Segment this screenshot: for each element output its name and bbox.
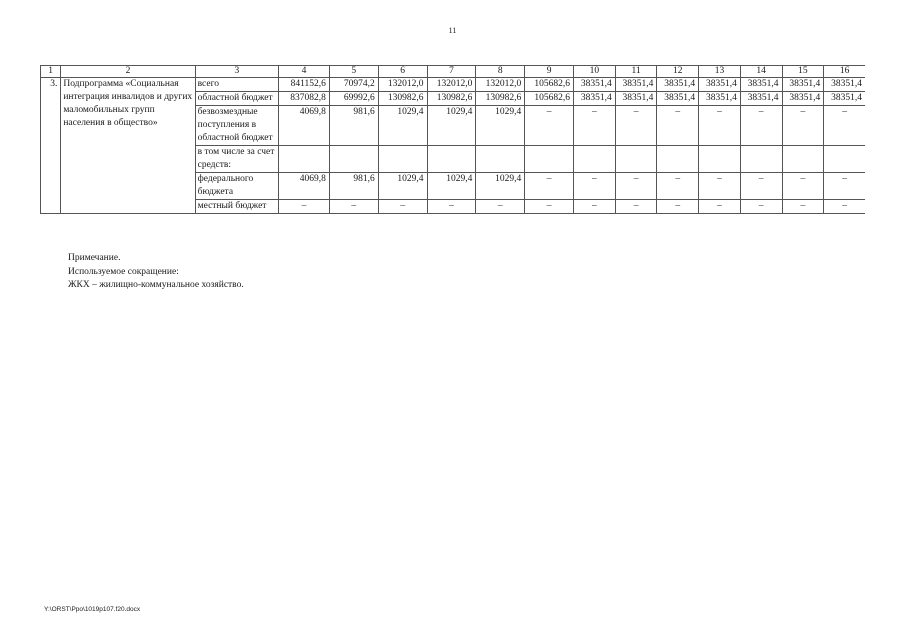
value-cell [615,146,657,173]
value-cell: – [574,200,616,214]
funding-source-label: местный бюджет [195,200,278,214]
value-cell: 38351,4 [824,92,865,106]
value-cell: 70974,2 [329,78,378,92]
value-cell: – [657,200,699,214]
notes-title: Примечание. [68,253,121,263]
value-cell: – [615,106,657,146]
notes-abbreviation-zhkh: ЖКХ – жилищно-коммунальное хозяйство. [68,280,244,290]
value-cell: – [824,200,865,214]
value-cell: – [782,173,824,200]
budget-table [40,65,865,214]
funding-source-label: областной бюджет [195,92,278,106]
value-cell: – [740,200,782,214]
value-cell: 132012,0 [378,78,427,92]
value-cell: 981,6 [329,106,378,146]
value-cell: – [740,106,782,146]
value-cell [525,146,574,173]
value-cell: 130982,6 [378,92,427,106]
value-cell: 1029,4 [427,173,476,200]
value-cell: – [657,106,699,146]
column-header: 5 [329,66,378,78]
value-cell: 1029,4 [427,106,476,146]
value-cell: 130982,6 [427,92,476,106]
value-cell: – [525,200,574,214]
value-cell: 38351,4 [824,78,865,92]
value-cell: – [525,173,574,200]
column-header: 3 [195,66,278,78]
value-cell: 130982,6 [476,92,525,106]
column-header: 12 [657,66,699,78]
value-cell [329,146,378,173]
column-header: 7 [427,66,476,78]
column-header: 13 [699,66,741,78]
value-cell [699,146,741,173]
value-cell: 38351,4 [782,92,824,106]
page-number: 11 [448,26,457,35]
column-header: 6 [378,66,427,78]
value-cell [378,146,427,173]
value-cell: 38351,4 [699,78,741,92]
value-cell: 1029,4 [476,106,525,146]
value-cell: – [699,106,741,146]
value-cell [279,146,330,173]
value-cell: 38351,4 [615,92,657,106]
column-header: 1 [41,66,61,78]
value-cell: 38351,4 [574,78,616,92]
value-cell [427,146,476,173]
value-cell: 105682,6 [525,78,574,92]
value-cell: – [699,200,741,214]
value-cell: – [279,200,330,214]
value-cell: 4069,8 [279,173,330,200]
value-cell: – [476,200,525,214]
program-name: Подпрограмма «Социальная интеграция инвалидов и других маломобильных групп населения в общество» [61,78,195,214]
value-cell: 38351,4 [657,78,699,92]
value-cell: – [574,106,616,146]
value-cell: 38351,4 [740,78,782,92]
column-header: 16 [824,66,865,78]
value-cell [740,146,782,173]
column-header: 2 [61,66,195,78]
footer-file-path: Y:\ORST\Ppo\1019p107.f20.docx [44,606,141,613]
value-cell: 837082,8 [279,92,330,106]
value-cell: 1029,4 [378,173,427,200]
value-cell: – [615,173,657,200]
value-cell: – [782,106,824,146]
value-cell: – [782,200,824,214]
value-cell: 38351,4 [699,92,741,106]
value-cell: 38351,4 [657,92,699,106]
value-cell: 69992,6 [329,92,378,106]
column-header: 15 [782,66,824,78]
value-cell [657,146,699,173]
value-cell: – [740,173,782,200]
funding-source-label: всего [195,78,278,92]
value-cell: 38351,4 [740,92,782,106]
budget-table-container [40,65,865,214]
value-cell: 1029,4 [476,173,525,200]
value-cell: 4069,8 [279,106,330,146]
value-cell: 38351,4 [615,78,657,92]
notes-block [68,252,244,293]
value-cell: 981,6 [329,173,378,200]
value-cell: – [657,173,699,200]
value-cell [476,146,525,173]
funding-source-label: в том числе за счет средств: [195,146,278,173]
table-row [41,78,866,92]
value-cell: – [699,173,741,200]
value-cell: 38351,4 [574,92,616,106]
table-header-row [41,66,866,78]
value-cell [824,146,865,173]
value-cell: 38351,4 [782,78,824,92]
column-header: 10 [574,66,616,78]
value-cell: 105682,6 [525,92,574,106]
value-cell: – [525,106,574,146]
value-cell: – [824,173,865,200]
value-cell: – [824,106,865,146]
notes-abbreviation-intro: Используемое сокращение: [68,266,179,277]
funding-source-label: безвозмездные поступления в областной бюджет [195,106,278,146]
value-cell: 1029,4 [378,106,427,146]
column-header: 4 [279,66,330,78]
column-header: 8 [476,66,525,78]
column-header: 11 [615,66,657,78]
value-cell: 132012,0 [427,78,476,92]
funding-source-label: федерального бюджета [195,173,278,200]
value-cell: – [329,200,378,214]
value-cell: 841152,6 [279,78,330,92]
value-cell: – [378,200,427,214]
value-cell: 132012,0 [476,78,525,92]
column-header: 14 [740,66,782,78]
value-cell [782,146,824,173]
column-header: 9 [525,66,574,78]
value-cell: – [427,200,476,214]
row-number: 3. [41,78,61,214]
value-cell: – [574,173,616,200]
value-cell: – [615,200,657,214]
value-cell [574,146,616,173]
